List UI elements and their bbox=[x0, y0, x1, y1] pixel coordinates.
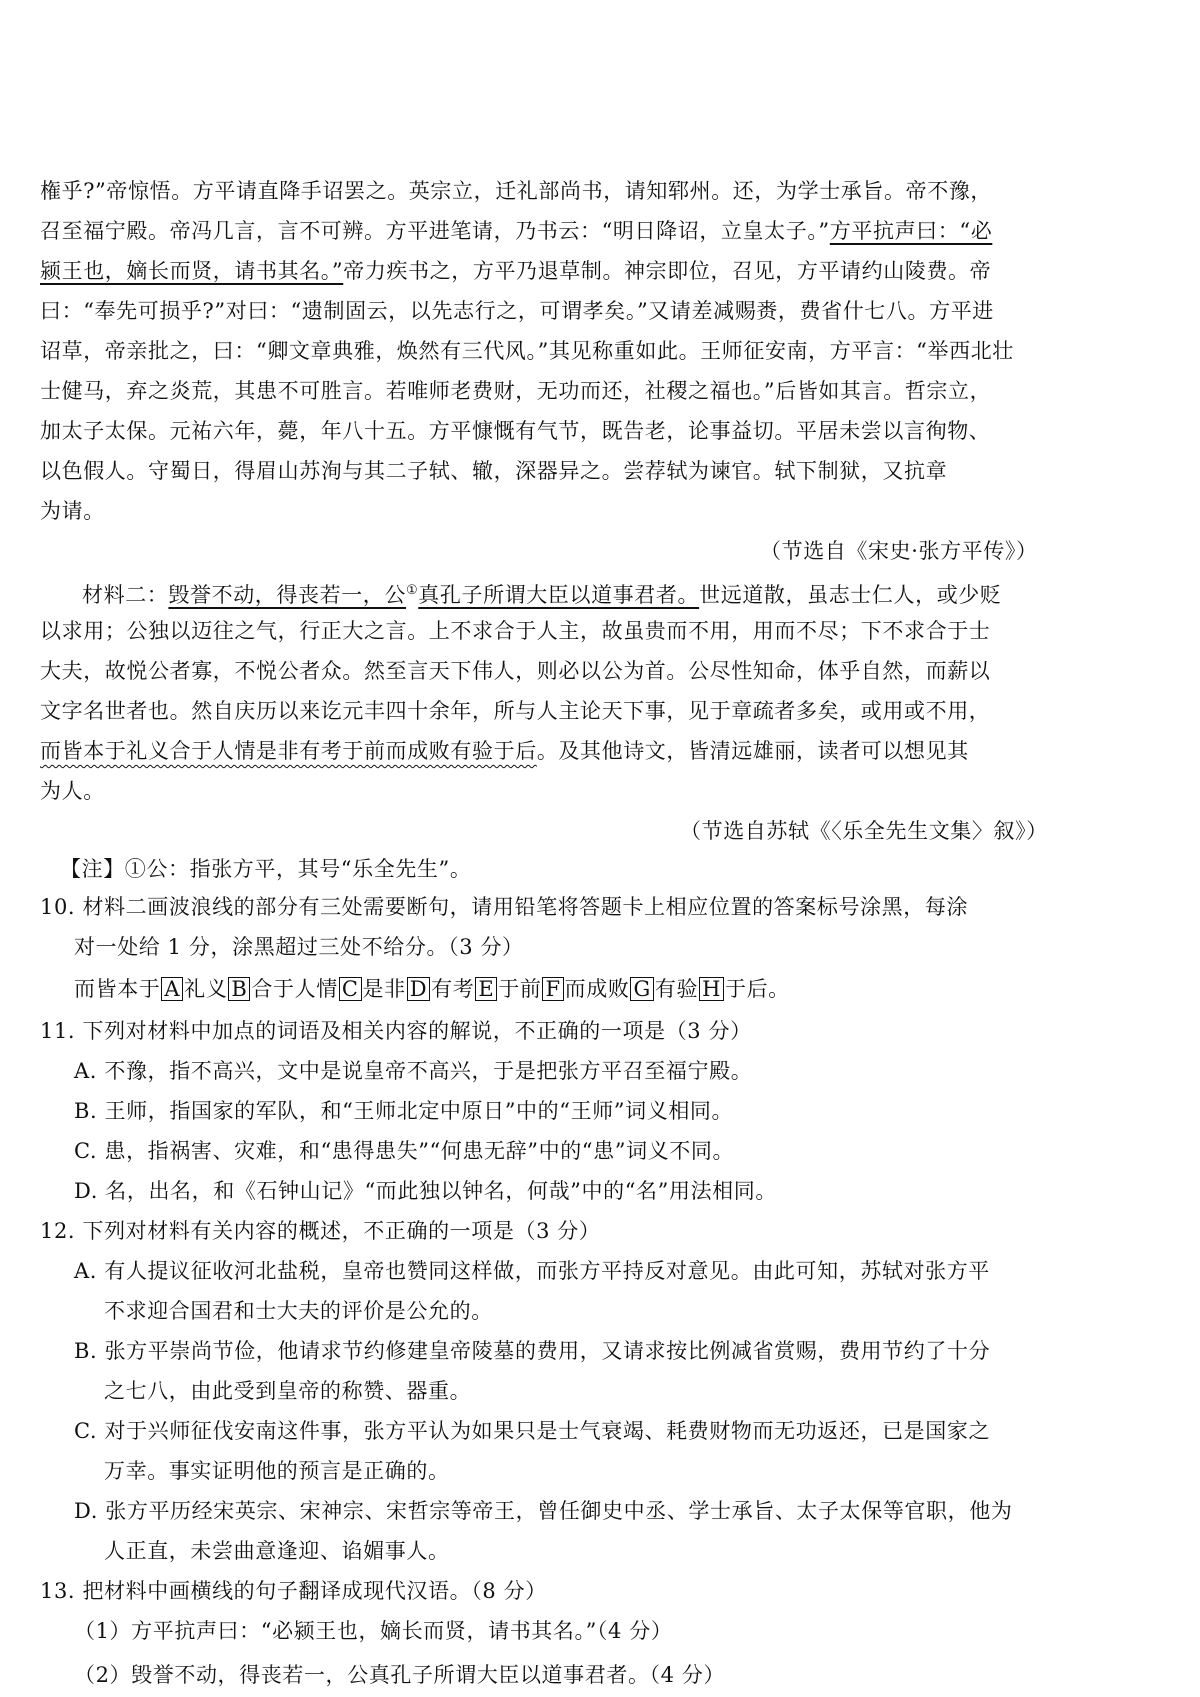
passage1-line4: 曰：“奉先可损乎?”对曰：“遗制固云，以先志行之，可谓孝矣。”又请差减赐赉，费省什七八。方平进 bbox=[40, 299, 994, 323]
q10-seg-6: 而成败 bbox=[564, 977, 630, 1001]
q10-seg-3: 是非 bbox=[362, 977, 406, 1001]
q10-box-g[interactable]: G bbox=[630, 977, 653, 1001]
q10-seg-0: 而皆本于 bbox=[74, 977, 161, 1001]
passage1-line2-text: 召至福宁殿。帝冯几言，言不可辨。方平进笔请，乃书云：“明日降诏，立皇太子。” bbox=[40, 219, 830, 243]
passage2-line1 bbox=[82, 576, 1002, 610]
passage1-source: （节选自《宋史·张方平传》） bbox=[760, 539, 1038, 563]
passage2-line5-rest: 。及其他诗文，皆清远雄丽，读者可以想见其 bbox=[536, 739, 969, 763]
passage1-line9: 为请。 bbox=[40, 499, 105, 523]
q10-box-a[interactable]: A bbox=[161, 977, 183, 1001]
q10-box-d[interactable]: D bbox=[407, 977, 430, 1001]
passage2-line6: 为人。 bbox=[40, 779, 105, 803]
q12-option-d-line2: 人正直，未尝曲意逢迎、谄媚事人。 bbox=[104, 1539, 450, 1563]
q12-option-a-line1: A. 有人提议征收河北盐税，皇帝也赞同这样做，而张方平持反对意见。由此可知，苏轼对张方平 bbox=[74, 1259, 990, 1283]
underlined-sentence-2b: 真孔子所谓大臣以道事君者。 bbox=[418, 583, 700, 607]
q10-seg-2: 合于人情 bbox=[251, 977, 338, 1001]
passage1-line6: 士健马，弃之炎荒，其患不可胜言。若唯师老费财，无功而还，社稷之福也。”后皆如其言。哲宗立， bbox=[40, 379, 992, 403]
passage1-line2 bbox=[40, 216, 992, 246]
q10-box-h[interactable]: H bbox=[699, 977, 724, 1001]
q11-option-a: A. 不豫，指不高兴，文中是说皇帝不高兴，于是把张方平召至福宁殿。 bbox=[74, 1059, 753, 1083]
q10-options bbox=[74, 974, 790, 1004]
q11-option-b: B. 王师，指国家的军队，和“王师北定中原日”中的“王师”词义相同。 bbox=[74, 1099, 734, 1123]
passage1-line3-text: 帝力疾书之，方平乃退草制。神宗即位，召见，方平请约山陵费。帝 bbox=[343, 259, 992, 283]
q12-option-b-line1: B. 张方平崇尚节俭，他请求节约修建皇帝陵墓的费用，又请求按比例减省赏赐，费用节约了十分 bbox=[74, 1339, 991, 1363]
passage2-line3: 大夫，故悦公者寡，不悦公者众。然至言天下伟人，则必以公为首。公尽性知命，体乎自然，而薪以 bbox=[40, 659, 991, 683]
q12-stem: 12. 下列对材料有关内容的概述，不正确的一项是（3 分） bbox=[40, 1219, 601, 1243]
passage2-line5 bbox=[40, 736, 969, 766]
footnote: 【注】①公：指张方平，其号“乐全先生”。 bbox=[60, 857, 472, 881]
underlined-sentence-1b: 颍王也，嫡长而贤，请书其名。” bbox=[40, 259, 344, 283]
q10-box-e[interactable]: E bbox=[475, 977, 497, 1001]
passage2-line1-rest: 世远道散，虽志士仁人，或少贬 bbox=[699, 583, 1002, 607]
passage2-line4: 文字名世者也。然自庆历以来讫元丰四十余年，所与人主论天下事，见于章疏者多矣，或用或不用， bbox=[40, 699, 991, 723]
q10-stem-line1: 10. 材料二画波浪线的部分有三处需要断句，请用铅笔将答题卡上相应位置的答案标号涂黑，每涂 bbox=[40, 895, 969, 919]
passage2-label: 材料二： bbox=[82, 583, 169, 607]
q13-stem: 13. 把材料中画横线的句子翻译成现代汉语。（8 分） bbox=[40, 1579, 547, 1603]
underlined-sentence-1a: 方平抗声曰：“必 bbox=[829, 219, 993, 243]
q10-seg-5: 于前 bbox=[498, 977, 542, 1001]
passage1-line5: 诏草，帝亲批之，曰：“卿文章典雅，焕然有三代风。”其见称重如此。王师征安南，方平言：“举西北壮 bbox=[40, 339, 1014, 363]
q10-box-f[interactable]: F bbox=[542, 977, 563, 1001]
q12-option-c-line2: 万幸。事实证明他的预言是正确的。 bbox=[104, 1459, 450, 1483]
q10-box-c[interactable]: C bbox=[339, 977, 362, 1001]
passage1-line3 bbox=[40, 256, 991, 286]
wavy-underlined-sentence: 而皆本于礼义合于人情是非有考于前而成败有验于后 bbox=[40, 739, 537, 763]
q11-option-d: D. 名，出名，和《石钟山记》“而此独以钟名，何哉”中的“名”用法相同。 bbox=[74, 1179, 777, 1203]
q10-seg-1: 礼义 bbox=[184, 977, 228, 1001]
q10-stem-line2: 对一处给 1 分，涂黑超过三处不给分。（3 分） bbox=[74, 935, 524, 959]
q13-item-1: （1）方平抗声曰：“必颍王也，嫡长而贤，请书其名。”（4 分） bbox=[74, 1619, 673, 1643]
q13-item-2: （2）毁誉不动，得丧若一，公真孔子所谓大臣以道事君者。（4 分） bbox=[74, 1663, 726, 1687]
q12-option-b-line2: 之七八，由此受到皇帝的称赞、器重。 bbox=[104, 1379, 472, 1403]
passage2-source: （节选自苏轼《〈乐全先生文集〉叙》） bbox=[680, 819, 1048, 843]
note-mark: ① bbox=[406, 583, 419, 598]
passage1-line1: 権乎?”帝惊悟。方平请直降手诏罢之。英宗立，迁礼部尚书，请知郓州。还，为学士承旨。帝不豫， bbox=[40, 179, 992, 203]
q10-seg-8: 于后。 bbox=[724, 977, 790, 1001]
q12-option-d-line1: D. 张方平历经宋英宗、宋神宗、宋哲宗等帝王，曾任御史中丞、学士承旨、太子太保等官职，他为 bbox=[74, 1499, 1013, 1523]
q11-stem: 11. 下列对材料中加点的词语及相关内容的解说，不正确的一项是（3 分） bbox=[40, 1019, 752, 1043]
q12-option-a-line2: 不求迎合国君和士大夫的评价是公允的。 bbox=[104, 1299, 493, 1323]
passage1-line8: 以色假人。守蜀日，得眉山苏洵与其二子轼、辙，深器异之。尝荐轼为谏官。轼下制狱，又抗章 bbox=[40, 459, 948, 483]
q10-box-b[interactable]: B bbox=[228, 977, 250, 1001]
passage2-line2: 以求用；公独以迈往之气，行正大之言。上不求合于人主，故虽贵而不用，用而不尽；下不求合于士 bbox=[40, 619, 991, 643]
q12-option-c-line1: C. 对于兴师征伐安南这件事，张方平认为如果只是士气衰竭、耗费财物而无功返还，已是国家之 bbox=[74, 1419, 991, 1443]
q10-seg-4: 有考 bbox=[431, 977, 475, 1001]
underlined-sentence-2a: 毁誉不动，得丧若一，公 bbox=[168, 583, 407, 607]
q11-option-c: C. 患，指祸害、灾难，和“患得患失”“何患无辞”中的“患”词义不同。 bbox=[74, 1139, 735, 1163]
q10-seg-7: 有验 bbox=[654, 977, 699, 1001]
passage1-line7: 加太子太保。元祐六年，薨，年八十五。方平慷慨有气节，既告老，论事益切。平居未尝以言徇物、 bbox=[40, 419, 991, 443]
